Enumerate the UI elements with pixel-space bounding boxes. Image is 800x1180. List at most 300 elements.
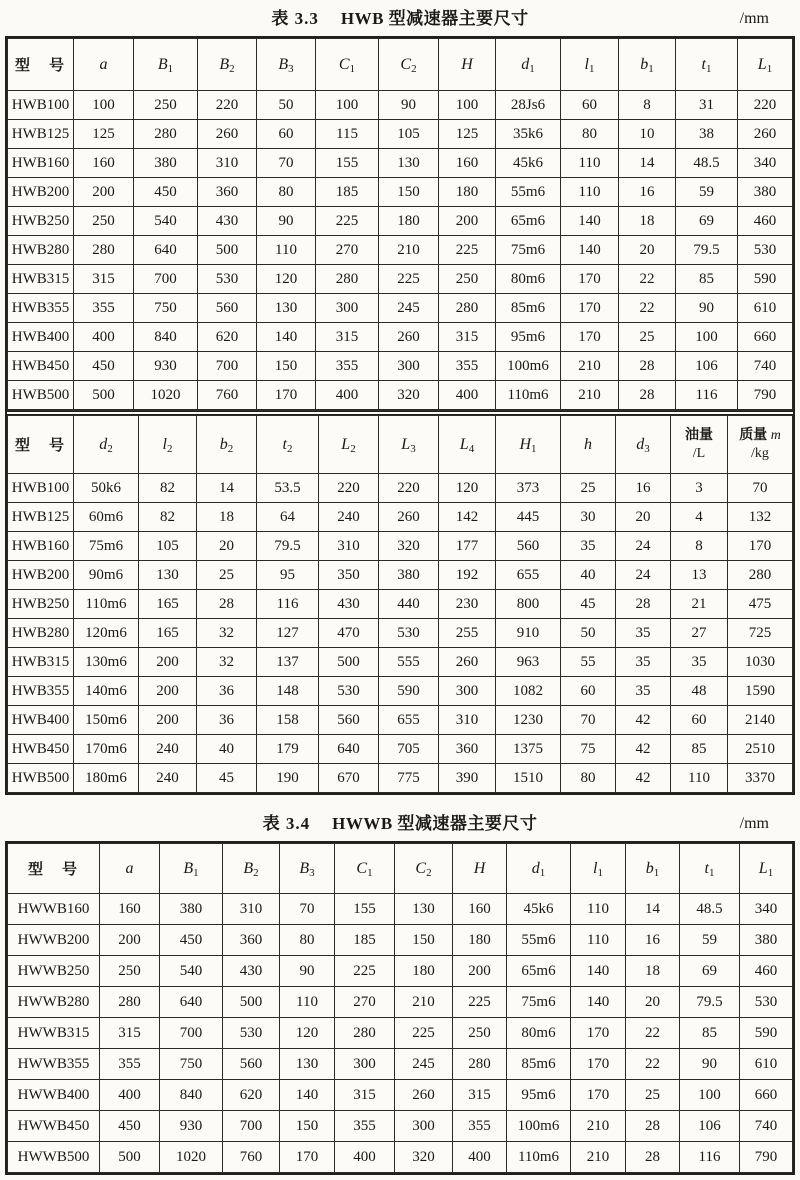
- value-cell: 20: [197, 532, 257, 561]
- value-cell: 300: [316, 294, 379, 323]
- value-cell: 110: [561, 149, 619, 178]
- value-cell: 725: [728, 619, 793, 648]
- column-header-bottom: /L: [692, 445, 706, 461]
- value-cell: 80: [561, 120, 619, 149]
- value-cell: 50: [561, 619, 616, 648]
- value-cell: 210: [561, 352, 619, 381]
- value-cell: 500: [223, 987, 280, 1018]
- value-cell: 140: [571, 956, 626, 987]
- value-cell: 140: [571, 987, 626, 1018]
- value-cell: 70: [561, 706, 616, 735]
- value-cell: 32: [197, 648, 257, 677]
- value-cell: 24: [616, 532, 671, 561]
- table33-upper: [7, 38, 793, 410]
- table33-lower-section: [7, 411, 793, 793]
- model-column-header: 型 号: [8, 39, 74, 91]
- value-cell: 100m6: [507, 1111, 571, 1142]
- value-cell: 85: [671, 735, 728, 764]
- value-cell: 170: [728, 532, 793, 561]
- value-cell: 590: [738, 265, 793, 294]
- table-row: [8, 352, 793, 381]
- table-row: [8, 677, 793, 706]
- value-cell: 400: [439, 381, 496, 410]
- value-cell: 95m6: [496, 323, 561, 352]
- value-cell: 48.5: [680, 894, 740, 925]
- value-cell: 240: [319, 503, 379, 532]
- value-cell: 200: [139, 706, 197, 735]
- value-cell: 300: [379, 352, 439, 381]
- value-cell: 70: [257, 149, 316, 178]
- table-row: [8, 532, 793, 561]
- value-cell: 310: [319, 532, 379, 561]
- value-cell: 64: [257, 503, 319, 532]
- column-header: $B_2$: [223, 844, 280, 894]
- value-cell: 110m6: [496, 381, 561, 410]
- column-header: $b_2$: [197, 416, 257, 474]
- table-row: [8, 1049, 793, 1080]
- row-model-cell: HWB355: [8, 294, 74, 323]
- value-cell: 1030: [728, 648, 793, 677]
- column-header-bottom: /kg: [751, 445, 769, 461]
- value-cell: 120: [439, 474, 496, 503]
- value-cell: 640: [160, 987, 223, 1018]
- value-cell: 160: [74, 149, 134, 178]
- column-header: $b_1$: [626, 844, 680, 894]
- table34-unit-label: /mm: [739, 815, 769, 832]
- table33-caption-title: HWB 型减速器主要尺寸: [340, 9, 529, 28]
- value-cell: 75m6: [507, 987, 571, 1018]
- value-cell: 540: [134, 207, 198, 236]
- value-cell: 90: [280, 956, 335, 987]
- value-cell: 220: [198, 91, 257, 120]
- value-cell: 22: [626, 1049, 680, 1080]
- value-cell: 260: [379, 503, 439, 532]
- value-cell: 660: [740, 1080, 793, 1111]
- value-cell: 116: [676, 381, 738, 410]
- value-cell: 130: [257, 294, 316, 323]
- value-cell: 2510: [728, 735, 793, 764]
- value-cell: 16: [616, 474, 671, 503]
- value-cell: 70: [280, 894, 335, 925]
- value-cell: 90: [257, 207, 316, 236]
- column-header: $B_3$: [257, 39, 316, 91]
- column-header: [671, 416, 728, 474]
- value-cell: 185: [335, 925, 395, 956]
- value-cell: 315: [74, 265, 134, 294]
- value-cell: 210: [571, 1111, 626, 1142]
- column-header: $l_1$: [561, 39, 619, 91]
- column-header-top: 质量 m: [739, 428, 781, 443]
- value-cell: 1020: [160, 1142, 223, 1173]
- value-cell: 500: [198, 236, 257, 265]
- value-cell: 177: [439, 532, 496, 561]
- table-row: [8, 1018, 793, 1049]
- value-cell: 70: [728, 474, 793, 503]
- value-cell: 35: [561, 532, 616, 561]
- value-cell: 28: [616, 590, 671, 619]
- value-cell: 130m6: [74, 648, 139, 677]
- row-model-cell: HWB125: [8, 503, 74, 532]
- row-model-cell: HWB500: [8, 764, 74, 793]
- value-cell: 180: [439, 178, 496, 207]
- table33-upper-header-row: [8, 39, 793, 91]
- value-cell: 280: [728, 561, 793, 590]
- value-cell: 75m6: [496, 236, 561, 265]
- model-column-header: 型 号: [8, 416, 74, 474]
- column-header: H: [453, 844, 507, 894]
- value-cell: 20: [619, 236, 676, 265]
- row-model-cell: HWWB450: [8, 1111, 100, 1142]
- value-cell: 150: [395, 925, 453, 956]
- value-cell: 55: [561, 648, 616, 677]
- value-cell: 192: [439, 561, 496, 590]
- column-header: $t_1$: [680, 844, 740, 894]
- value-cell: 380: [160, 894, 223, 925]
- value-cell: 14: [619, 149, 676, 178]
- value-cell: 50: [257, 91, 316, 120]
- value-cell: 220: [379, 474, 439, 503]
- table-row: [8, 561, 793, 590]
- value-cell: 85: [676, 265, 738, 294]
- value-cell: 225: [395, 1018, 453, 1049]
- table34-frame: [5, 841, 795, 1175]
- value-cell: 340: [738, 149, 793, 178]
- value-cell: 130: [379, 149, 439, 178]
- table-row: [8, 648, 793, 677]
- value-cell: 260: [738, 120, 793, 149]
- value-cell: 700: [160, 1018, 223, 1049]
- table33-frame: [5, 36, 795, 795]
- value-cell: 760: [198, 381, 257, 410]
- value-cell: 90: [680, 1049, 740, 1080]
- value-cell: 100: [74, 91, 134, 120]
- value-cell: 155: [316, 149, 379, 178]
- column-header: $l_2$: [139, 416, 197, 474]
- value-cell: 530: [738, 236, 793, 265]
- row-model-cell: HWWB355: [8, 1049, 100, 1080]
- value-cell: 910: [496, 619, 561, 648]
- value-cell: 200: [139, 677, 197, 706]
- value-cell: 1590: [728, 677, 793, 706]
- value-cell: 130: [280, 1049, 335, 1080]
- value-cell: 48.5: [676, 149, 738, 178]
- row-model-cell: HWB355: [8, 677, 74, 706]
- table33-unit-label: /mm: [739, 10, 769, 27]
- value-cell: 100: [439, 91, 496, 120]
- value-cell: 310: [223, 894, 280, 925]
- value-cell: 250: [100, 956, 160, 987]
- table33-caption: [5, 6, 795, 36]
- value-cell: 530: [379, 619, 439, 648]
- value-cell: 320: [395, 1142, 453, 1173]
- value-cell: 200: [453, 956, 507, 987]
- value-cell: 620: [223, 1080, 280, 1111]
- value-cell: 775: [379, 764, 439, 793]
- value-cell: 90m6: [74, 561, 139, 590]
- column-header: $L_1$: [740, 844, 793, 894]
- value-cell: 116: [257, 590, 319, 619]
- table33-caption-number: 表 3.3: [271, 9, 319, 28]
- value-cell: 2140: [728, 706, 793, 735]
- table34-header-row: [8, 844, 793, 894]
- value-cell: 38: [676, 120, 738, 149]
- value-cell: 255: [439, 619, 496, 648]
- row-model-cell: HWWB250: [8, 956, 100, 987]
- value-cell: 148: [257, 677, 319, 706]
- value-cell: 225: [379, 265, 439, 294]
- value-cell: 106: [680, 1111, 740, 1142]
- value-cell: 540: [160, 956, 223, 987]
- value-cell: 140m6: [74, 677, 139, 706]
- value-cell: 500: [74, 381, 134, 410]
- value-cell: 355: [100, 1049, 160, 1080]
- value-cell: 260: [198, 120, 257, 149]
- value-cell: 110: [671, 764, 728, 793]
- value-cell: 45k6: [496, 149, 561, 178]
- value-cell: 110: [571, 894, 626, 925]
- column-header: a: [100, 844, 160, 894]
- value-cell: 700: [223, 1111, 280, 1142]
- value-cell: 750: [134, 294, 198, 323]
- value-cell: 79.5: [676, 236, 738, 265]
- table-row: [8, 120, 793, 149]
- value-cell: 190: [257, 764, 319, 793]
- value-cell: 106: [676, 352, 738, 381]
- table-row: [8, 503, 793, 532]
- value-cell: 355: [335, 1111, 395, 1142]
- table-row: [8, 619, 793, 648]
- value-cell: 180: [379, 207, 439, 236]
- column-header: $t_2$: [257, 416, 319, 474]
- value-cell: 660: [738, 323, 793, 352]
- value-cell: 430: [223, 956, 280, 987]
- value-cell: 320: [379, 381, 439, 410]
- value-cell: 24: [616, 561, 671, 590]
- value-cell: 45: [561, 590, 616, 619]
- value-cell: 170: [561, 265, 619, 294]
- value-cell: 400: [316, 381, 379, 410]
- value-cell: 27: [671, 619, 728, 648]
- value-cell: 300: [439, 677, 496, 706]
- value-cell: 45: [197, 764, 257, 793]
- table-row: [8, 207, 793, 236]
- value-cell: 930: [134, 352, 198, 381]
- value-cell: 260: [439, 648, 496, 677]
- value-cell: 1082: [496, 677, 561, 706]
- value-cell: 60: [561, 91, 619, 120]
- value-cell: 200: [139, 648, 197, 677]
- value-cell: 120m6: [74, 619, 139, 648]
- value-cell: 170: [561, 294, 619, 323]
- value-cell: 31: [676, 91, 738, 120]
- row-model-cell: HWB125: [8, 120, 74, 149]
- value-cell: 130: [139, 561, 197, 590]
- table-row: [8, 236, 793, 265]
- value-cell: 170: [257, 381, 316, 410]
- column-header: $B_2$: [198, 39, 257, 91]
- value-cell: 80m6: [507, 1018, 571, 1049]
- value-cell: 100: [316, 91, 379, 120]
- value-cell: 280: [100, 987, 160, 1018]
- value-cell: 225: [335, 956, 395, 987]
- value-cell: 120: [257, 265, 316, 294]
- value-cell: 82: [139, 503, 197, 532]
- value-cell: 240: [139, 764, 197, 793]
- value-cell: 555: [379, 648, 439, 677]
- value-cell: 225: [439, 236, 496, 265]
- column-header: $d_3$: [616, 416, 671, 474]
- value-cell: 400: [74, 323, 134, 352]
- row-model-cell: HWWB280: [8, 987, 100, 1018]
- value-cell: 670: [319, 764, 379, 793]
- value-cell: 440: [379, 590, 439, 619]
- value-cell: 655: [379, 706, 439, 735]
- value-cell: 700: [134, 265, 198, 294]
- value-cell: 170: [571, 1018, 626, 1049]
- value-cell: 10: [619, 120, 676, 149]
- value-cell: 300: [395, 1111, 453, 1142]
- column-header: [728, 416, 793, 474]
- value-cell: 790: [740, 1142, 793, 1173]
- value-cell: 142: [439, 503, 496, 532]
- value-cell: 14: [197, 474, 257, 503]
- value-cell: 300: [335, 1049, 395, 1080]
- value-cell: 150: [280, 1111, 335, 1142]
- column-header: $l_1$: [571, 844, 626, 894]
- value-cell: 250: [453, 1018, 507, 1049]
- row-model-cell: HWB450: [8, 735, 74, 764]
- value-cell: 65m6: [507, 956, 571, 987]
- value-cell: 28: [197, 590, 257, 619]
- value-cell: 82: [139, 474, 197, 503]
- value-cell: 315: [439, 323, 496, 352]
- value-cell: 60: [257, 120, 316, 149]
- table34-caption-number: 表 3.4: [262, 814, 311, 833]
- table-row: [8, 925, 793, 956]
- value-cell: 22: [619, 294, 676, 323]
- value-cell: 270: [316, 236, 379, 265]
- value-cell: 130: [395, 894, 453, 925]
- value-cell: 320: [379, 532, 439, 561]
- value-cell: 740: [740, 1111, 793, 1142]
- value-cell: 115: [316, 120, 379, 149]
- value-cell: 460: [738, 207, 793, 236]
- value-cell: 230: [439, 590, 496, 619]
- column-header: $L_3$: [379, 416, 439, 474]
- value-cell: 750: [160, 1049, 223, 1080]
- column-header: $b_1$: [619, 39, 676, 91]
- value-cell: 110: [280, 987, 335, 1018]
- value-cell: 210: [379, 236, 439, 265]
- value-cell: 740: [738, 352, 793, 381]
- value-cell: 355: [453, 1111, 507, 1142]
- value-cell: 150: [257, 352, 316, 381]
- value-cell: 220: [319, 474, 379, 503]
- value-cell: 59: [676, 178, 738, 207]
- column-header: $C_2$: [379, 39, 439, 91]
- value-cell: 245: [395, 1049, 453, 1080]
- column-header: $H_1$: [496, 416, 561, 474]
- value-cell: 475: [728, 590, 793, 619]
- value-cell: 315: [100, 1018, 160, 1049]
- value-cell: 127: [257, 619, 319, 648]
- row-model-cell: HWB315: [8, 648, 74, 677]
- value-cell: 36: [197, 706, 257, 735]
- row-model-cell: HWB250: [8, 207, 74, 236]
- value-cell: 380: [740, 925, 793, 956]
- table-row: [8, 894, 793, 925]
- value-cell: 560: [496, 532, 561, 561]
- value-cell: 35: [616, 648, 671, 677]
- value-cell: 105: [379, 120, 439, 149]
- value-cell: 355: [316, 352, 379, 381]
- value-cell: 35: [616, 677, 671, 706]
- value-cell: 60m6: [74, 503, 139, 532]
- value-cell: 560: [223, 1049, 280, 1080]
- value-cell: 85m6: [496, 294, 561, 323]
- value-cell: 340: [740, 894, 793, 925]
- value-cell: 445: [496, 503, 561, 532]
- value-cell: 170: [280, 1142, 335, 1173]
- column-header-top: 油量: [685, 428, 713, 443]
- value-cell: 840: [160, 1080, 223, 1111]
- value-cell: 42: [616, 735, 671, 764]
- table-row: [8, 1111, 793, 1142]
- value-cell: 14: [626, 894, 680, 925]
- table-row: [8, 706, 793, 735]
- table33-lower-header-row: [8, 416, 793, 474]
- value-cell: 355: [74, 294, 134, 323]
- value-cell: 79.5: [257, 532, 319, 561]
- value-cell: 90: [379, 91, 439, 120]
- row-model-cell: HWB500: [8, 381, 74, 410]
- value-cell: 210: [561, 381, 619, 410]
- row-model-cell: HWWB160: [8, 894, 100, 925]
- value-cell: 430: [319, 590, 379, 619]
- value-cell: 355: [439, 352, 496, 381]
- value-cell: 80: [280, 925, 335, 956]
- value-cell: 620: [198, 323, 257, 352]
- value-cell: 105: [139, 532, 197, 561]
- value-cell: 25: [619, 323, 676, 352]
- table-row: [8, 987, 793, 1018]
- value-cell: 250: [74, 207, 134, 236]
- table-row: [8, 381, 793, 410]
- value-cell: 225: [453, 987, 507, 1018]
- value-cell: 700: [198, 352, 257, 381]
- value-cell: 390: [439, 764, 496, 793]
- value-cell: 25: [626, 1080, 680, 1111]
- value-cell: 470: [319, 619, 379, 648]
- value-cell: 20: [626, 987, 680, 1018]
- value-cell: 140: [280, 1080, 335, 1111]
- value-cell: 400: [335, 1142, 395, 1173]
- value-cell: 110: [561, 178, 619, 207]
- value-cell: 35: [616, 619, 671, 648]
- value-cell: 250: [134, 91, 198, 120]
- value-cell: 110: [571, 925, 626, 956]
- value-cell: 315: [316, 323, 379, 352]
- value-cell: 32: [197, 619, 257, 648]
- row-model-cell: HWB100: [8, 474, 74, 503]
- value-cell: 610: [738, 294, 793, 323]
- value-cell: 48: [671, 677, 728, 706]
- value-cell: 500: [100, 1142, 160, 1173]
- value-cell: 75m6: [74, 532, 139, 561]
- value-cell: 185: [316, 178, 379, 207]
- model-column-header: 型 号: [8, 844, 100, 894]
- value-cell: 18: [619, 207, 676, 236]
